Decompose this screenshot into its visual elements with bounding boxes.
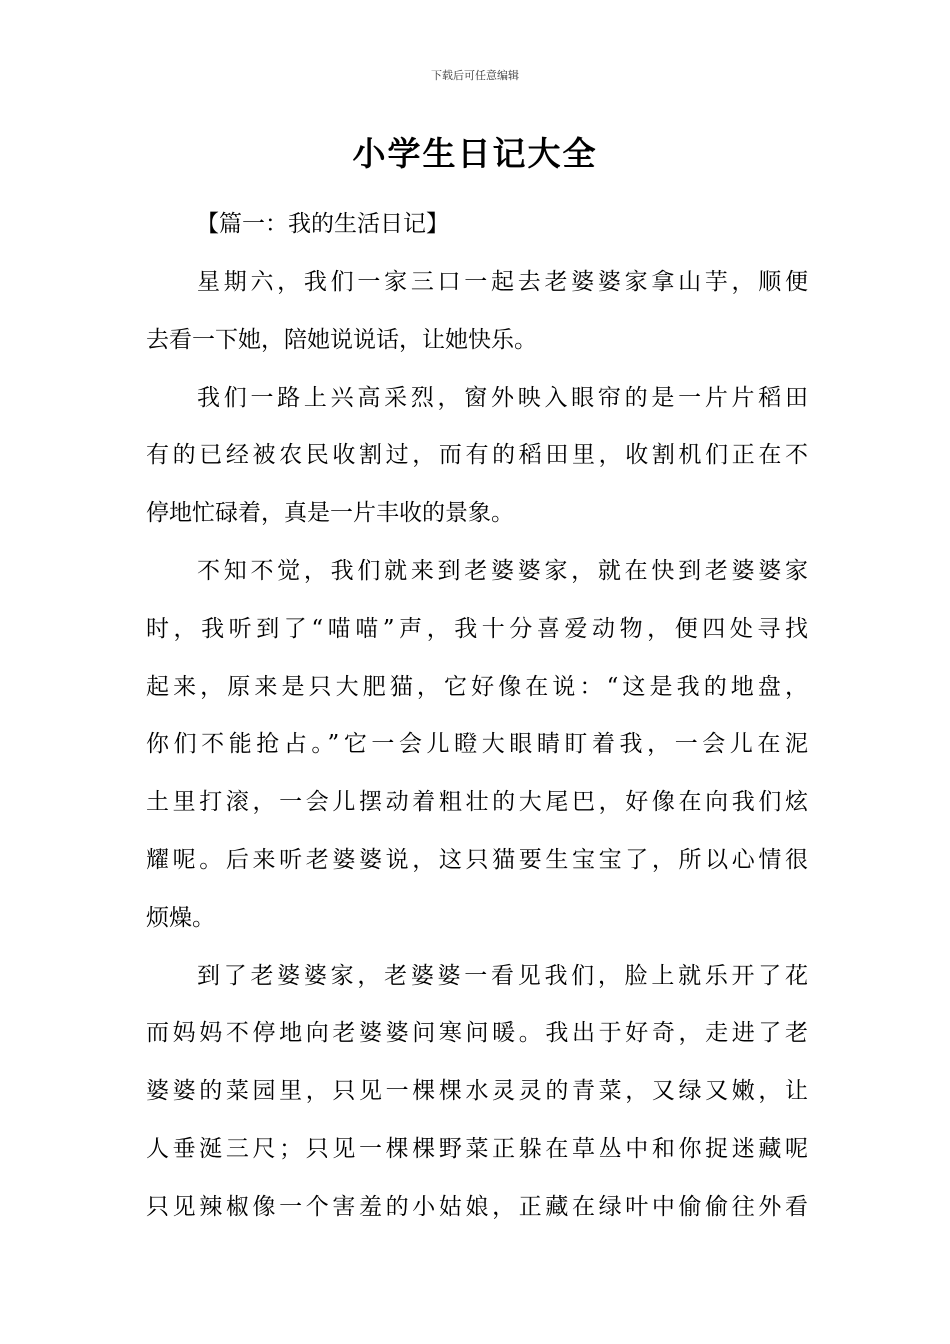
text-line: 星期六，我们一家三口一起去老婆婆家拿山芋，顺便 — [197, 269, 808, 295]
text-line: 你们不能抢占。”它一会儿瞪大眼睛盯着我，一会儿在泥 — [146, 731, 808, 758]
body-text — [146, 254, 808, 1237]
text-line: 去看一下她，陪她说说话，让她快乐。 — [146, 326, 537, 353]
section-heading: 【篇一：我的生活日记】 — [196, 211, 449, 237]
text-line: 有的已经被农民收割过，而有的稻田里，收割机们正在不 — [146, 442, 808, 469]
document-title: 小学生日记大全 — [352, 134, 598, 173]
text-line: 到了老婆婆家，老婆婆一看见我们，脸上就乐开了花 — [197, 962, 808, 989]
text-line: 耀呢。后来听老婆婆说，这只猫要生宝宝了，所以心情很 — [146, 846, 808, 873]
text-line: 婆婆的菜园里，只见一棵棵水灵灵的青菜，又绿又嫩，让 — [146, 1078, 808, 1105]
text-line: 时，我听到了“喵喵”声，我十分喜爱动物，便四处寻找 — [146, 615, 808, 642]
text-line: 停地忙碌着，真是一片丰收的景象。 — [146, 500, 514, 527]
text-line: 我们一路上兴高采烈，窗外映入眼帘的是一片片稻田 — [197, 384, 808, 411]
text-line: 烦燥。 — [146, 904, 215, 931]
text-line: 人垂涎三尺；只见一棵棵野菜正躲在草丛中和你捉迷藏呢 — [146, 1135, 808, 1162]
text-line: 起来，原来是只大肥猫，它好像在说：“这是我的地盘， — [146, 673, 808, 700]
header-note: 下载后可任意编辑 — [431, 69, 519, 82]
text-line: 只见辣椒像一个害羞的小姑娘，正藏在绿叶中偷偷往外看 — [146, 1193, 808, 1220]
text-line: 土里打滚，一会儿摆动着粗壮的大尾巴，好像在向我们炫 — [146, 789, 808, 816]
text-line: 不知不觉，我们就来到老婆婆家，就在快到老婆婆家 — [197, 557, 808, 584]
text-line: 而妈妈不停地向老婆婆问寒问暖。我出于好奇，走进了老 — [146, 1020, 808, 1047]
